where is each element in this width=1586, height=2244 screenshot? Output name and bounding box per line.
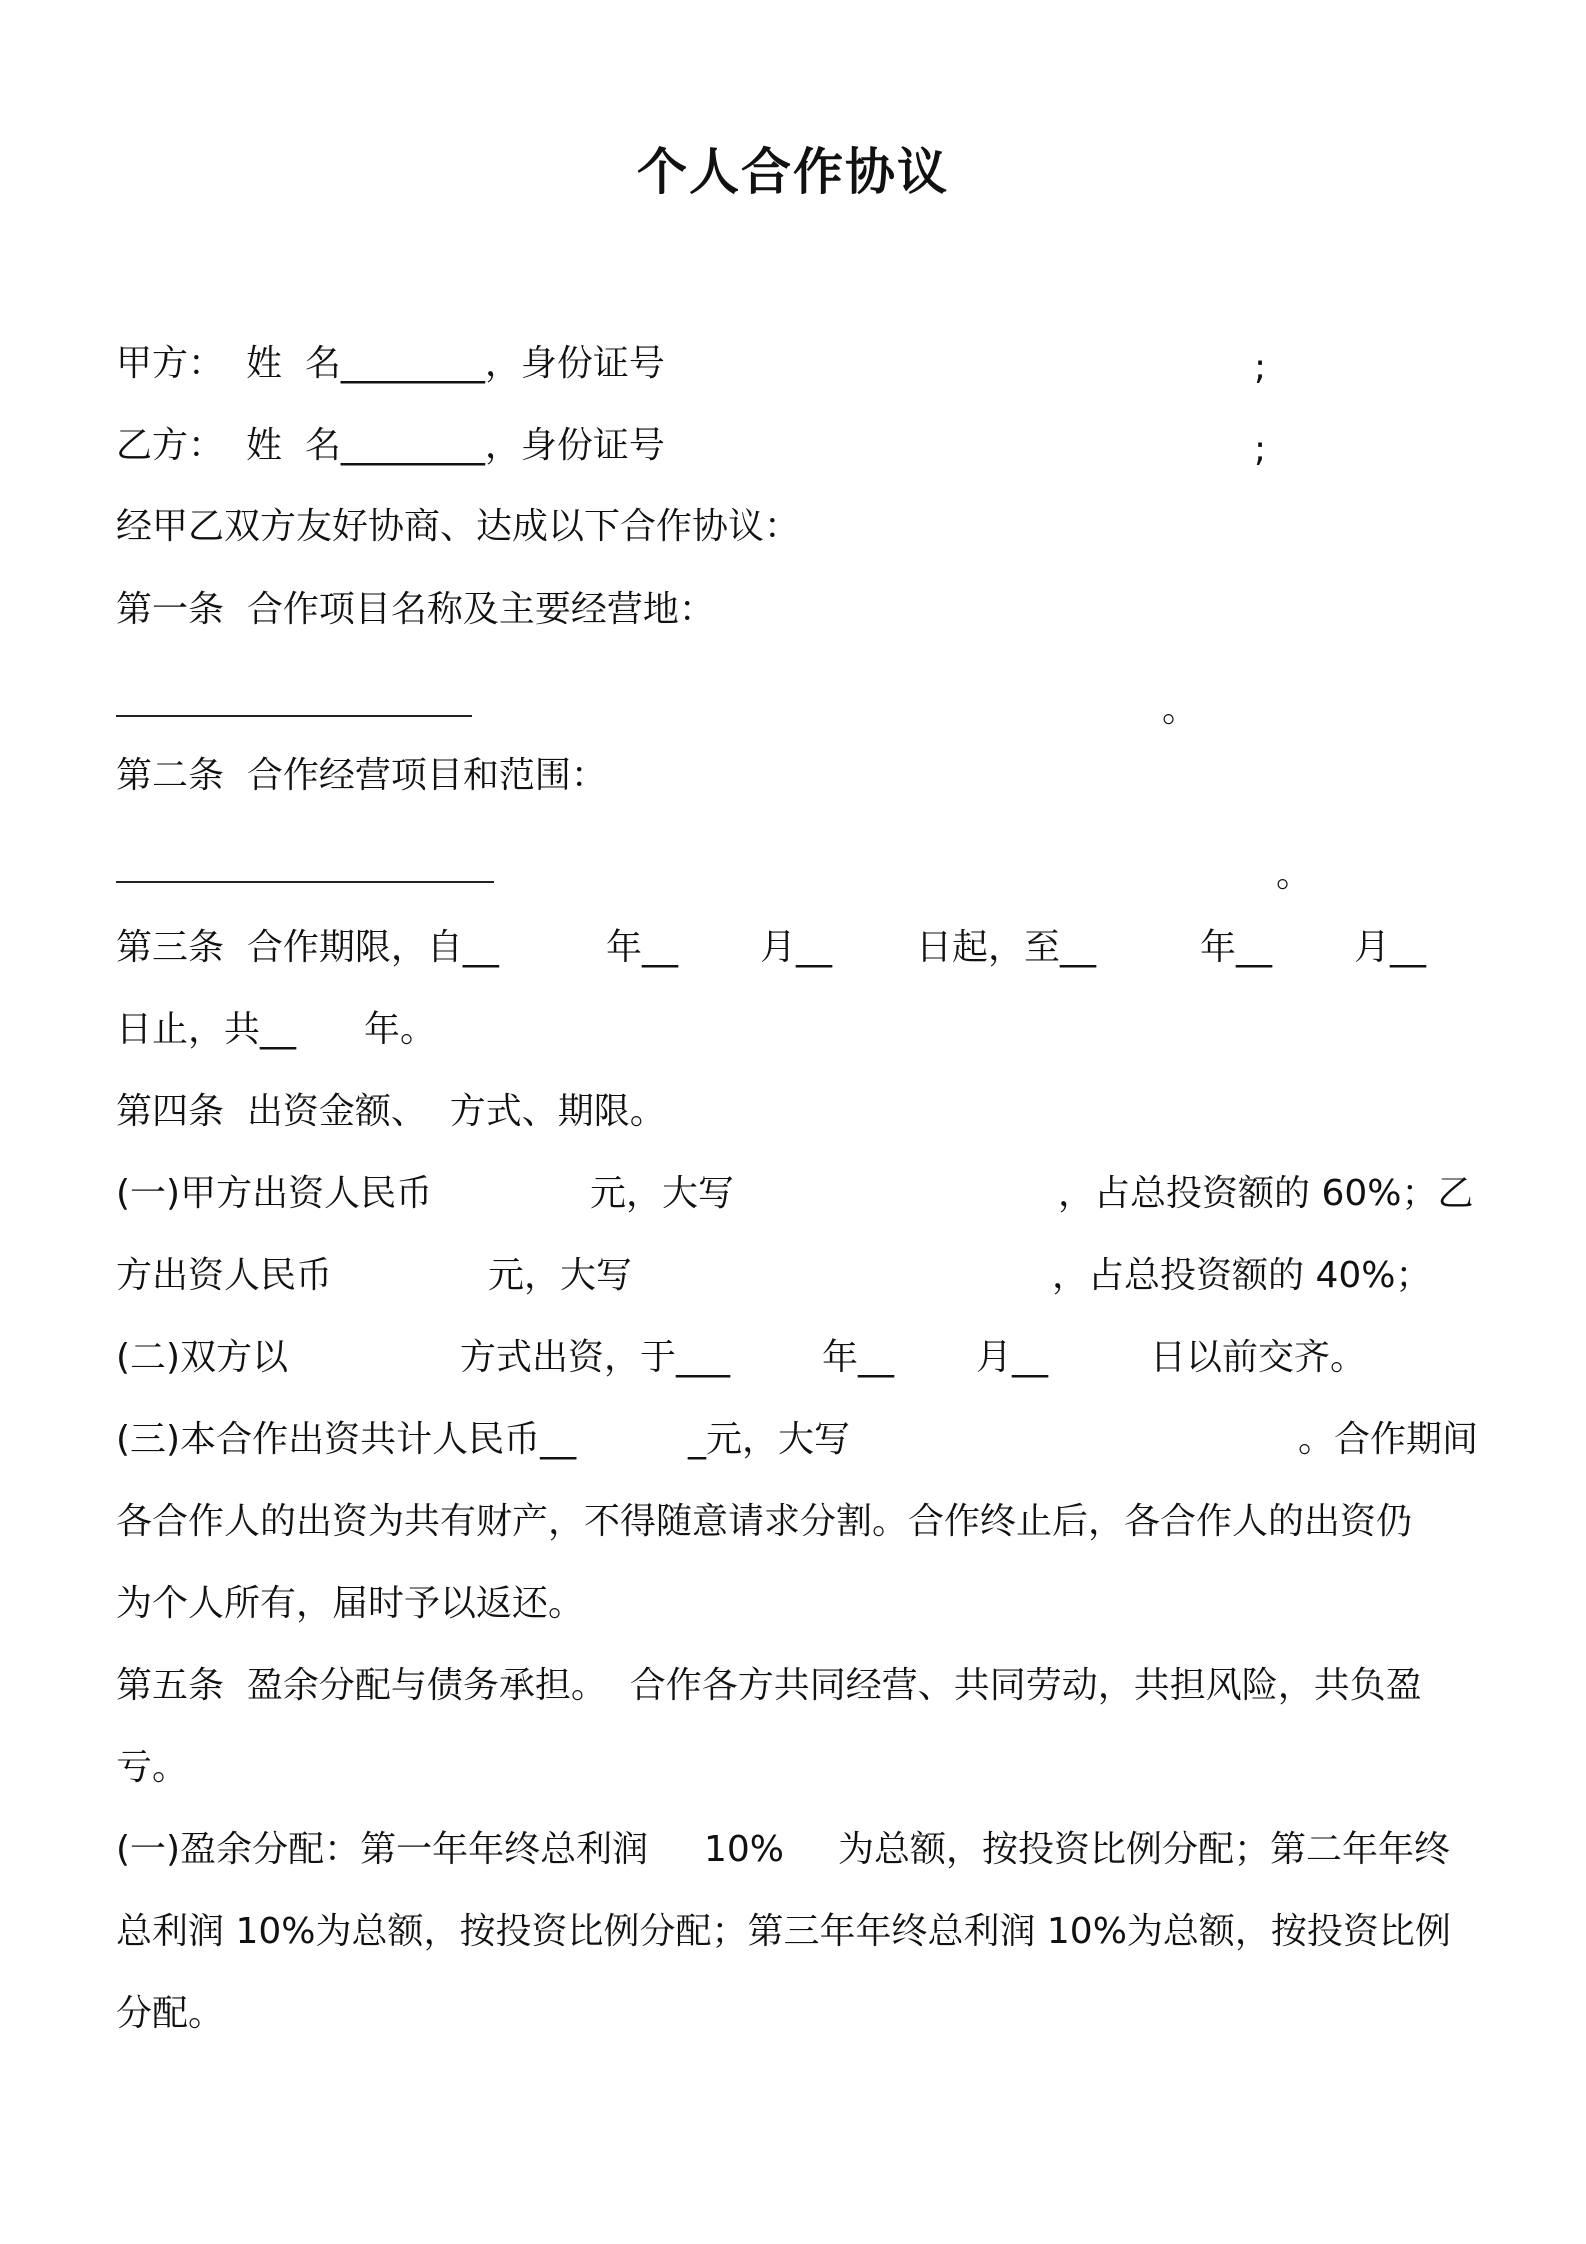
article-3-line2-b: 年。 [364,1009,437,1050]
article-2-end: 。 [1276,854,1313,895]
article-3-year-1: 年__ [606,927,679,968]
party-b-label: 乙方： [116,425,225,466]
article-4-p3-a: (三)本合作出资共计人民币__ [116,1419,577,1460]
article-5-line1: 第五条 盈余分配与债务承担。 合作各方共同经营、共同劳动，共担风险，共负盈 [116,1665,1422,1706]
article-4-p3-c: 。合作期间 [1298,1419,1479,1460]
article-3-start: 第三条 合作期限，自__ [116,927,499,968]
article-5-p1-c: 为总额，按投资比例分配；第二年年终 [838,1829,1451,1870]
article-3-day-until: 日起，至__ [916,927,1097,968]
article-1-blank-line [116,715,472,717]
article-4-p3-line2: 各合作人的出资为共有财产，不得随意请求分割。合作终止后，各合作人的出资仍 [116,1501,1413,1542]
party-b-name-id: 姓 名________，身份证号 [246,425,665,466]
article-3-month-1: 月__ [760,927,833,968]
article-2-blank-line [116,881,494,883]
article-2-heading: 第二条 合作经营项目和范围： [116,755,607,796]
party-a-end: ; [1254,347,1267,388]
article-5-p1-a: (一)盈余分配：第一年年终总利润 [116,1829,649,1870]
article-4-p1-b: 元，大写 [590,1173,735,1214]
article-4-p1-d: 方出资人民币 [116,1255,333,1296]
article-1-heading: 第一条 合作项目名称及主要经营地： [116,589,715,630]
article-5-line2: 亏。 [116,1747,189,1788]
article-4-p3-b: _元，大写 [688,1419,851,1460]
article-4-heading: 第四条 出资金额、 方式、期限。 [116,1091,666,1132]
article-3-year-2: 年__ [1200,927,1273,968]
article-5-p1-line3: 分配。 [116,1993,225,2034]
article-4-p2-c: 年__ [822,1337,895,1378]
article-4-p3-line3: 为个人所有，届时予以返还。 [116,1583,585,1624]
article-3-month-2: 月__ [1354,927,1427,968]
document-title: 个人合作协议 [637,143,949,201]
article-4-p2-b: 方式出资，于___ [460,1337,731,1378]
article-3-line2-a: 日止，共__ [116,1009,297,1050]
article-4-p1-c: ，占总投资额的 60%；乙 [1058,1173,1474,1214]
article-1-end: 。 [1162,689,1199,730]
party-b-end: ; [1254,429,1267,470]
article-4-p2-d: 月__ [976,1337,1049,1378]
article-4-p1-f: ，占总投资额的 40%； [1052,1255,1432,1296]
article-4-p2-e: 日以前交齐。 [1150,1337,1367,1378]
article-5-p1-b: 10% [704,1829,785,1870]
article-5-p1-line2: 总利润 10%为总额，按投资比例分配；第三年年终总利润 10%为总额，按投资比例 [116,1911,1451,1952]
intro-text: 经甲乙双方友好协商、达成以下合作协议： [116,506,801,547]
article-4-p1-e: 元，大写 [488,1255,633,1296]
article-4-p1-a: (一)甲方出资人民币 [116,1173,433,1214]
article-4-p2-a: (二)双方以 [116,1337,289,1378]
party-a-name-id: 姓 名________，身份证号 [246,343,665,384]
party-a-label: 甲方： [116,343,225,384]
